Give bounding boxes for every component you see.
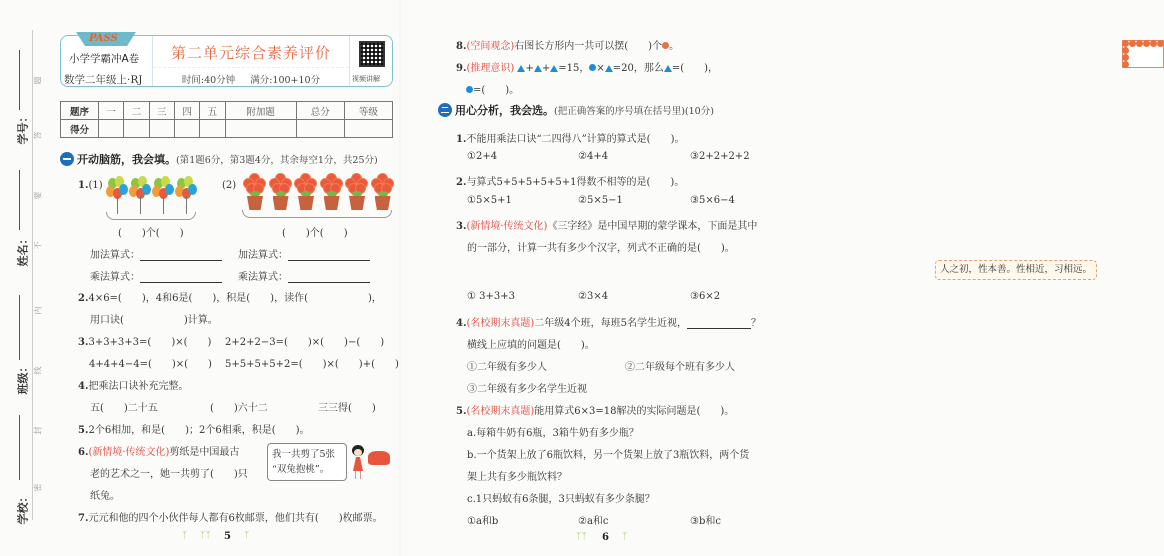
- dot-icon: [1122, 47, 1129, 54]
- girl-face: [354, 449, 362, 456]
- banner-divider: [153, 67, 349, 68]
- section-number-one-icon: [60, 152, 74, 166]
- dot-icon: [1136, 40, 1143, 47]
- mc2-option-1[interactable]: ①5×5+1: [467, 195, 512, 206]
- seal-char: 不: [33, 241, 43, 250]
- question-number: 1.: [78, 180, 89, 191]
- table-header: 二: [124, 102, 149, 120]
- category-tag: (名校期末真题): [466, 406, 535, 417]
- dot-icon: [1122, 61, 1129, 68]
- left-page: [0, 0, 400, 556]
- dot-icon: [1129, 40, 1136, 47]
- q4-item-3[interactable]: 三三得( ): [318, 403, 376, 414]
- full-score: 满分:100+10分: [250, 75, 321, 86]
- table-header: 三: [149, 102, 174, 120]
- header-banner: [60, 35, 393, 87]
- paper-cut-rabbit-icon: [368, 451, 390, 465]
- mc3-option-1[interactable]: ① 3+3+3: [467, 291, 515, 302]
- section-heading: 用心分析，我会选。: [455, 104, 554, 117]
- sprout-icon: ᛉᛉ: [576, 532, 587, 542]
- q6-line1: [78, 443, 239, 458]
- question-text: 右图长方形内一共可以摆( )个: [514, 41, 663, 52]
- q5[interactable]: [78, 421, 310, 436]
- balloon-bunch-icon: [152, 176, 176, 216]
- q9-line2[interactable]: [466, 81, 519, 96]
- table-header: 总分: [296, 102, 344, 120]
- triangle-icon: [534, 65, 542, 72]
- binding-strip: [0, 0, 55, 556]
- q4-item-1[interactable]: 五( )二十五: [90, 403, 158, 414]
- flower-pot-icon: [293, 174, 319, 212]
- mc3-question-line1: [456, 217, 757, 232]
- q1-2-add-row: [238, 246, 370, 261]
- category-tag: (新情境·传统文化): [466, 221, 548, 232]
- mc5-sub-a: a.每箱牛奶有6瓶，3箱牛奶有多少瓶？: [467, 428, 639, 439]
- speech-text: “双兔抱桃”。: [272, 464, 330, 475]
- table-header: 附加题: [225, 102, 296, 120]
- student-id-label: 学号：: [16, 111, 30, 145]
- question-number: 4.: [456, 318, 467, 329]
- q1-number: [78, 180, 103, 191]
- category-tag: (新情境·传统文化): [88, 447, 170, 458]
- equation-text: =( )。: [473, 85, 520, 96]
- question-number: 6.: [78, 447, 89, 458]
- q3-item-1[interactable]: [78, 333, 211, 348]
- circle-icon: [466, 86, 473, 93]
- mc1-question[interactable]: [456, 130, 684, 145]
- category-tag: (推理意识): [466, 63, 515, 74]
- section-heading: 开动脑筋，我会填。: [77, 153, 176, 166]
- question-text: 不能用乘法口诀“二四得八”计算的算式是( )。: [466, 134, 685, 145]
- question-number: 7.: [78, 513, 89, 524]
- question-text: 剪纸是中国最古: [169, 447, 240, 458]
- sprout-icon: ᛉᛉ: [200, 531, 211, 541]
- q1-1-add-row: [90, 246, 222, 261]
- brace: [106, 212, 196, 220]
- question-text: 二年级4个班，每班5名学生近视，: [534, 318, 687, 329]
- score-table: [60, 101, 393, 138]
- right-page: [400, 0, 1092, 556]
- flower-pot-icon: [319, 174, 345, 212]
- answer-line[interactable]: [288, 251, 370, 261]
- dot-icon: [1157, 40, 1164, 47]
- mc2-question[interactable]: [456, 173, 684, 188]
- seal-char: 封: [33, 426, 43, 435]
- table-header: 四: [174, 102, 199, 120]
- section-2-header: [438, 102, 714, 118]
- question-text: 与算式5+5+5+5+5+1得数不相等的是( )。: [466, 177, 685, 188]
- mul-label: 乘法算式：: [238, 272, 288, 283]
- exam-meta: [153, 72, 349, 86]
- mc4-option-3[interactable]: ③二年级有多少名学生近视: [467, 384, 587, 395]
- seal-char: 要: [33, 191, 43, 200]
- question-number: 4.: [78, 381, 89, 392]
- score-cell[interactable]: [344, 120, 392, 138]
- series-name: 小学学霸冲A卷: [69, 53, 140, 65]
- q2-line2[interactable]: 用口诀( )计算。: [90, 315, 218, 326]
- seal-char: 线: [33, 366, 43, 375]
- score-cell[interactable]: [225, 120, 296, 138]
- q1-1-mul-row: [90, 268, 222, 283]
- write-line: [19, 415, 20, 480]
- punct: 。: [669, 41, 680, 52]
- q6-line2[interactable]: 老的艺术之一，她一共剪了( )只: [90, 469, 248, 480]
- school-label: 学校：: [16, 491, 30, 525]
- mc2-option-3[interactable]: ③5×6−4: [690, 195, 735, 206]
- speech-bubble: [267, 443, 347, 481]
- answer-line[interactable]: [288, 273, 370, 283]
- quote-box: 人之初，性本善。性相近，习相远。: [935, 260, 1097, 280]
- equation-text: =( )，: [671, 63, 719, 74]
- q3-item-3[interactable]: 4+4+4−4=( )×( ): [89, 359, 212, 370]
- question-text: 元元和他的四个小伙伴每人都有6枚邮票，他们共有( )枚邮票。: [88, 513, 383, 524]
- question-text: 2个6相加，和是( )；2个6相乘，积是( )。: [88, 425, 310, 436]
- table-header: 一: [99, 102, 124, 120]
- q2-line1[interactable]: [78, 289, 382, 304]
- mc5-sub-b: b.一个货架上放了6瓶饮料，另一个货架上放了3瓶饮料，两个货: [467, 450, 750, 461]
- operator: +: [525, 63, 534, 74]
- question-number: 1.: [456, 134, 467, 145]
- section-number-two-icon: [438, 103, 452, 117]
- question-text: 《三字经》是中国早期的蒙学课本，下面是其中: [547, 221, 758, 232]
- triangle-icon: [664, 65, 672, 72]
- section-note: (第1题6分，第3题4分，其余每空1分，共25分): [176, 155, 378, 166]
- answer-line[interactable]: [140, 251, 222, 261]
- mc3-question-line2[interactable]: 的一部分，计算一共有多少个汉字，列式不正确的是( )。: [467, 243, 735, 254]
- flower-pot-icon: [370, 174, 396, 212]
- question-text: 能用算式6×3=18解决的实际问题是( )。: [534, 406, 735, 417]
- score-row-label: 得分: [61, 120, 99, 138]
- girl-dress: [353, 457, 363, 471]
- q8[interactable]: [456, 37, 679, 52]
- balloon-bunch-icon: [106, 176, 130, 216]
- brace: [242, 210, 392, 218]
- score-row: [61, 120, 393, 138]
- name-label: 姓名：: [16, 233, 30, 267]
- answer-line[interactable]: [140, 273, 222, 283]
- qr-label: 视频讲解: [352, 75, 380, 83]
- question-number: 2.: [78, 293, 89, 304]
- mul-label: 乘法算式：: [90, 272, 140, 283]
- seal-char: 答: [33, 131, 43, 140]
- operator: ×: [596, 63, 605, 74]
- exam-title: 第二单元综合素养评价: [170, 44, 331, 62]
- question-number: 5.: [456, 406, 467, 417]
- seal-line: [32, 30, 33, 520]
- q7[interactable]: [78, 509, 383, 524]
- mc2-option-2[interactable]: ②5×5−1: [578, 195, 623, 206]
- score-cell[interactable]: [200, 120, 225, 138]
- seal-char: 密: [33, 483, 43, 492]
- dot-icon: [1122, 54, 1129, 61]
- mc5-sub-c: c.1只蚂蚁有6条腿，3只蚂蚁有多少条腿？: [467, 494, 655, 505]
- section-1-header: [60, 151, 378, 167]
- section-note: (把正确答案的序号填在括号里)(10分): [554, 106, 714, 117]
- q3-item-4[interactable]: 5+5+5+5+2=( )×( )+( ): [225, 359, 399, 370]
- category-tag: (名校期末真题): [466, 318, 535, 329]
- page-number: 6: [602, 532, 609, 543]
- score-cell[interactable]: [149, 120, 174, 138]
- mc5-sub-b-cont: 架上共有多少瓶饮料？: [467, 472, 567, 483]
- score-cell[interactable]: [296, 120, 344, 138]
- operator: +: [541, 63, 551, 74]
- time-limit: 时间:40分钟: [181, 75, 236, 86]
- flower-pot-icon: [242, 174, 268, 212]
- write-line: [19, 170, 20, 230]
- question-text: 4×6=( )，4和6是( )，积是( )，读作( )，: [88, 293, 382, 304]
- q4-item-2[interactable]: ( )六十二: [210, 403, 268, 414]
- seal-char: 题: [33, 76, 43, 85]
- q1-2-mul-row: [238, 268, 370, 283]
- mc4-question-line2[interactable]: 横线上应填的问题是( )。: [467, 340, 595, 351]
- table-header: 五: [200, 102, 225, 120]
- q6-line3: 纸兔。: [90, 491, 120, 502]
- pass-logo: PASS: [89, 33, 118, 44]
- score-cell[interactable]: [99, 120, 124, 138]
- table-header: 等级: [344, 102, 392, 120]
- punct: ？: [751, 318, 761, 329]
- equation-text: =15，: [558, 63, 590, 74]
- sprout-icon: ᛉ: [244, 531, 250, 541]
- mc3-option-3[interactable]: ③6×2: [690, 291, 721, 302]
- mc4-question-line1: [456, 314, 761, 329]
- banner-divider: [349, 36, 350, 86]
- add-label: 加法算式：: [238, 250, 288, 261]
- question-number: 3.: [78, 337, 89, 348]
- table-header: 题序: [61, 102, 99, 120]
- mc5-question[interactable]: [456, 402, 734, 417]
- girl-legs: [355, 471, 361, 479]
- sprout-icon: ᛉ: [622, 532, 628, 542]
- balloon-bunch-icon: [175, 176, 199, 216]
- class-label: 班级：: [16, 361, 30, 395]
- q4-text: [78, 377, 188, 392]
- seal-char: 内: [33, 306, 43, 315]
- mc1-option-3[interactable]: ③2+2+2+2: [690, 151, 750, 162]
- balloon-bunch-icon: [129, 176, 153, 216]
- score-cell[interactable]: [124, 120, 149, 138]
- q9-line1[interactable]: [456, 59, 718, 74]
- category-tag: (空间观念): [466, 41, 515, 52]
- mc1-option-2[interactable]: ②4+4: [578, 151, 609, 162]
- qr-code-icon[interactable]: [359, 41, 385, 67]
- q1-part2-label: (2): [222, 180, 237, 191]
- speech-text: 我一共剪了5张: [272, 449, 336, 460]
- subject-grade: 数学二年级上·RJ: [64, 74, 143, 86]
- mc5-option-2[interactable]: ②a和c: [578, 516, 609, 527]
- flower-pot-icon: [268, 174, 294, 212]
- dot-icon: [1143, 40, 1150, 47]
- q1-2-blank[interactable]: ( )个( ): [282, 228, 348, 239]
- dot-rectangle-figure: [1122, 40, 1164, 68]
- equation-text: =20，那么: [612, 63, 664, 74]
- q3-item-2[interactable]: 2+2+2−3=( )×( )−( ): [225, 337, 385, 348]
- dot-icon: [1150, 40, 1157, 47]
- mc3-option-2[interactable]: ②3×4: [578, 291, 609, 302]
- question-number: 2.: [456, 177, 467, 188]
- equation: 3+3+3+3=( )×( ): [88, 337, 212, 348]
- write-line: [19, 50, 20, 110]
- mc5-option-1[interactable]: ①a和b: [467, 516, 499, 527]
- q1-1-blank[interactable]: ( )个( ): [118, 228, 184, 239]
- question-number: 3.: [456, 221, 467, 232]
- score-table-header-row: [61, 102, 393, 120]
- triangle-icon: [605, 65, 613, 72]
- dot-icon: [1122, 40, 1129, 47]
- mc4-option-2[interactable]: ②二年级每个班有多少人: [625, 362, 735, 373]
- question-number: 8.: [456, 41, 467, 52]
- mc4-option-1[interactable]: ①二年级有多少人: [467, 362, 547, 373]
- girl-illustration: [350, 445, 366, 479]
- score-cell[interactable]: [174, 120, 199, 138]
- mc1-option-1[interactable]: ①2+4: [467, 151, 498, 162]
- sprout-icon: ᛉ: [182, 531, 188, 541]
- question-text: 把乘法口诀补充完整。: [88, 381, 189, 392]
- sub-label: (1): [88, 180, 103, 191]
- add-label: 加法算式：: [90, 250, 140, 261]
- question-number: 5.: [78, 425, 89, 436]
- flower-pot-icon: [344, 174, 370, 212]
- page-number: 5: [224, 531, 231, 542]
- write-line: [19, 295, 20, 360]
- question-number: 9.: [456, 63, 467, 74]
- mc5-option-3[interactable]: ③b和c: [690, 516, 721, 527]
- answer-line[interactable]: [687, 319, 751, 329]
